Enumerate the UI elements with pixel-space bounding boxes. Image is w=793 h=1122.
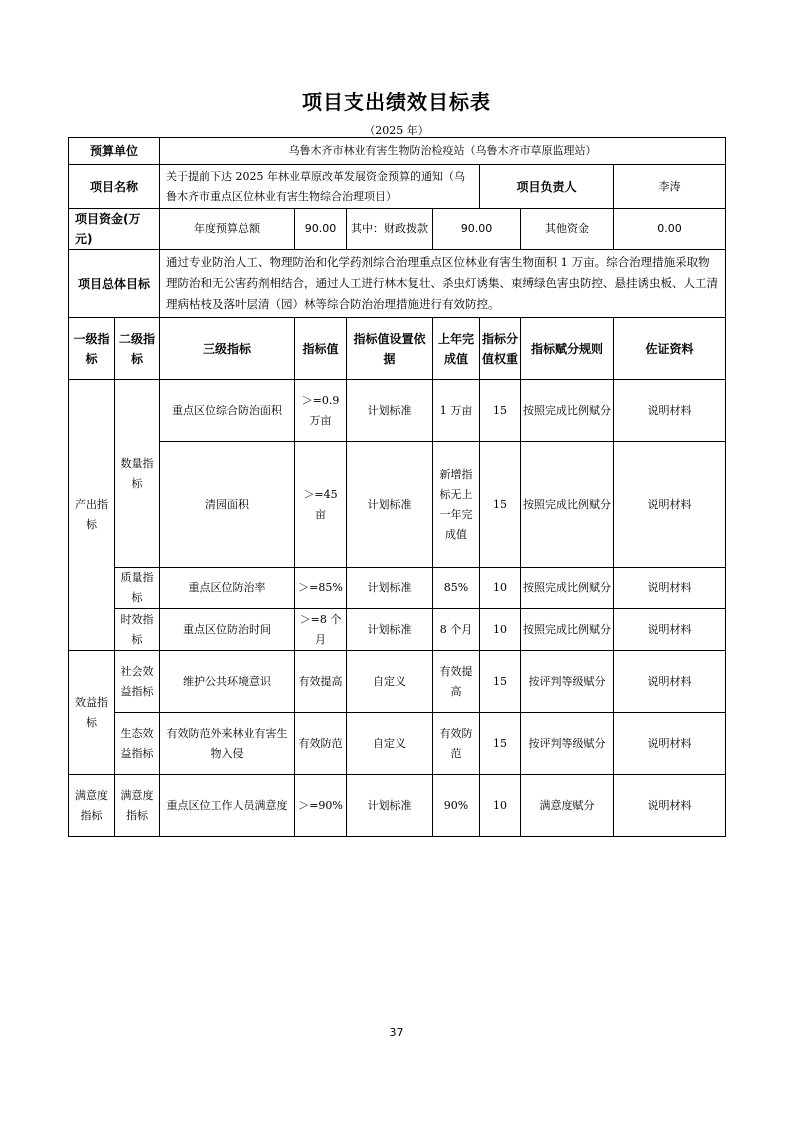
project-name-row	[69, 165, 726, 209]
table-row	[69, 380, 726, 442]
row-basis: 计划标准	[347, 442, 433, 568]
row-rule: 按照完成比例赋分	[521, 568, 614, 609]
row-basis: 计划标准	[347, 568, 433, 609]
header-prev: 上年完成值	[433, 318, 480, 380]
group-quantity: 数量指标	[115, 380, 160, 568]
group-timeliness: 时效指标	[115, 609, 160, 651]
header-level2: 二级指标	[115, 318, 160, 380]
year-label: （2025 年）	[364, 124, 429, 137]
group-output: 产出指标	[69, 380, 115, 651]
group-satisfaction-sub: 满意度指标	[115, 775, 160, 837]
table-row	[69, 568, 726, 609]
overall-goal-text: 通过专业防治人工、物理防治和化学药剂综合治理重点区位林业有害生物面积 1 万亩。综合治理措施采取物理防治和无公害药剂相结合，通过人工进行林木复壮、杀虫灯诱集、束缚绿色害虫防控、悬挂诱虫板、人工清理病枯枝及落叶层清（园）林等综合防治治理措施进行有效防控。	[160, 250, 726, 318]
row-evidence: 说明材料	[614, 775, 726, 837]
row-rule: 按照完成比例赋分	[521, 442, 614, 568]
row-name: 重点区位综合防治面积	[160, 380, 295, 442]
row-value: 有效提高	[295, 651, 347, 713]
table-row	[69, 651, 726, 713]
row-weight: 15	[480, 713, 521, 775]
project-leader-label: 项目负责人	[480, 165, 614, 209]
budget-unit-label: 预算单位	[69, 138, 160, 165]
header-evidence: 佐证资料	[614, 318, 726, 380]
group-satisfaction: 满意度指标	[69, 775, 115, 837]
row-basis: 计划标准	[347, 609, 433, 651]
row-evidence: 说明材料	[614, 568, 726, 609]
row-weight: 10	[480, 568, 521, 609]
row-weight: 15	[480, 651, 521, 713]
group-social: 社会效益指标	[115, 651, 160, 713]
row-evidence: 说明材料	[614, 713, 726, 775]
row-weight: 15	[480, 380, 521, 442]
row-basis: 计划标准	[347, 775, 433, 837]
header-rule: 指标赋分规则	[521, 318, 614, 380]
page-title: 项目支出绩效目标表	[302, 90, 491, 114]
row-value: ＞=0.9 万亩	[295, 380, 347, 442]
other-funds-value: 0.00	[614, 209, 726, 250]
row-prev: 1 万亩	[433, 380, 480, 442]
row-weight: 10	[480, 609, 521, 651]
project-name-label: 项目名称	[69, 165, 160, 209]
row-prev: 8 个月	[433, 609, 480, 651]
budget-unit-row	[69, 138, 726, 165]
row-value: ＞=85%	[295, 568, 347, 609]
row-rule: 满意度赋分	[521, 775, 614, 837]
row-name: 有效防范外来林业有害生物入侵	[160, 713, 295, 775]
row-value: ＞=8 个月	[295, 609, 347, 651]
row-rule: 按照完成比例赋分	[521, 380, 614, 442]
header-level1: 一级指标	[69, 318, 115, 380]
row-basis: 自定义	[347, 713, 433, 775]
performance-table	[68, 137, 726, 837]
project-funds-label: 项目资金(万元)	[69, 209, 160, 250]
row-evidence: 说明材料	[614, 380, 726, 442]
table-row	[69, 775, 726, 837]
table-row	[69, 442, 726, 568]
annual-budget-label: 年度预算总额	[160, 209, 295, 250]
row-rule: 按照完成比例赋分	[521, 609, 614, 651]
group-benefit: 效益指标	[69, 651, 115, 775]
row-prev: 有效防范	[433, 713, 480, 775]
row-rule: 按评判等级赋分	[521, 651, 614, 713]
row-prev: 85%	[433, 568, 480, 609]
header-value: 指标值	[295, 318, 347, 380]
table-row	[69, 609, 726, 651]
row-weight: 15	[480, 442, 521, 568]
row-evidence: 说明材料	[614, 442, 726, 568]
row-prev: 新增指标无上一年完成值	[433, 442, 480, 568]
row-prev: 90%	[433, 775, 480, 837]
row-weight: 10	[480, 775, 521, 837]
overall-goal-row	[69, 250, 726, 318]
row-name: 重点区位防治率	[160, 568, 295, 609]
fiscal-label: 其中：财政拨款	[347, 209, 433, 250]
other-funds-label: 其他资金	[521, 209, 614, 250]
header-row	[69, 318, 726, 380]
annual-budget-value: 90.00	[295, 209, 347, 250]
row-name: 维护公共环境意识	[160, 651, 295, 713]
row-name: 重点区位防治时间	[160, 609, 295, 651]
row-value: ＞=90%	[295, 775, 347, 837]
row-name: 重点区位工作人员满意度	[160, 775, 295, 837]
row-evidence: 说明材料	[614, 651, 726, 713]
fiscal-value: 90.00	[433, 209, 521, 250]
header-level3: 三级指标	[160, 318, 295, 380]
project-funds-row	[69, 209, 726, 250]
row-value: 有效防范	[295, 713, 347, 775]
budget-unit-value: 乌鲁木齐市林业有害生物防治检疫站（乌鲁木齐市草原监理站）	[160, 138, 726, 165]
header-basis: 指标值设置依据	[347, 318, 433, 380]
header-weight: 指标分值权重	[480, 318, 521, 380]
page-number: 37	[389, 1026, 404, 1039]
overall-goal-label: 项目总体目标	[69, 250, 160, 318]
row-name: 清园面积	[160, 442, 295, 568]
row-basis: 计划标准	[347, 380, 433, 442]
row-basis: 自定义	[347, 651, 433, 713]
project-name-value: 关于提前下达 2025 年林业草原改革发展资金预算的通知（乌鲁木齐市重点区位林业有害生物综合治理项目）	[160, 165, 480, 209]
row-rule: 按评判等级赋分	[521, 713, 614, 775]
row-evidence: 说明材料	[614, 609, 726, 651]
row-prev: 有效提高	[433, 651, 480, 713]
project-leader-value: 李涛	[614, 165, 726, 209]
row-value: ＞=45 亩	[295, 442, 347, 568]
table-row	[69, 713, 726, 775]
group-quality: 质量指标	[115, 568, 160, 609]
group-ecological: 生态效益指标	[115, 713, 160, 775]
